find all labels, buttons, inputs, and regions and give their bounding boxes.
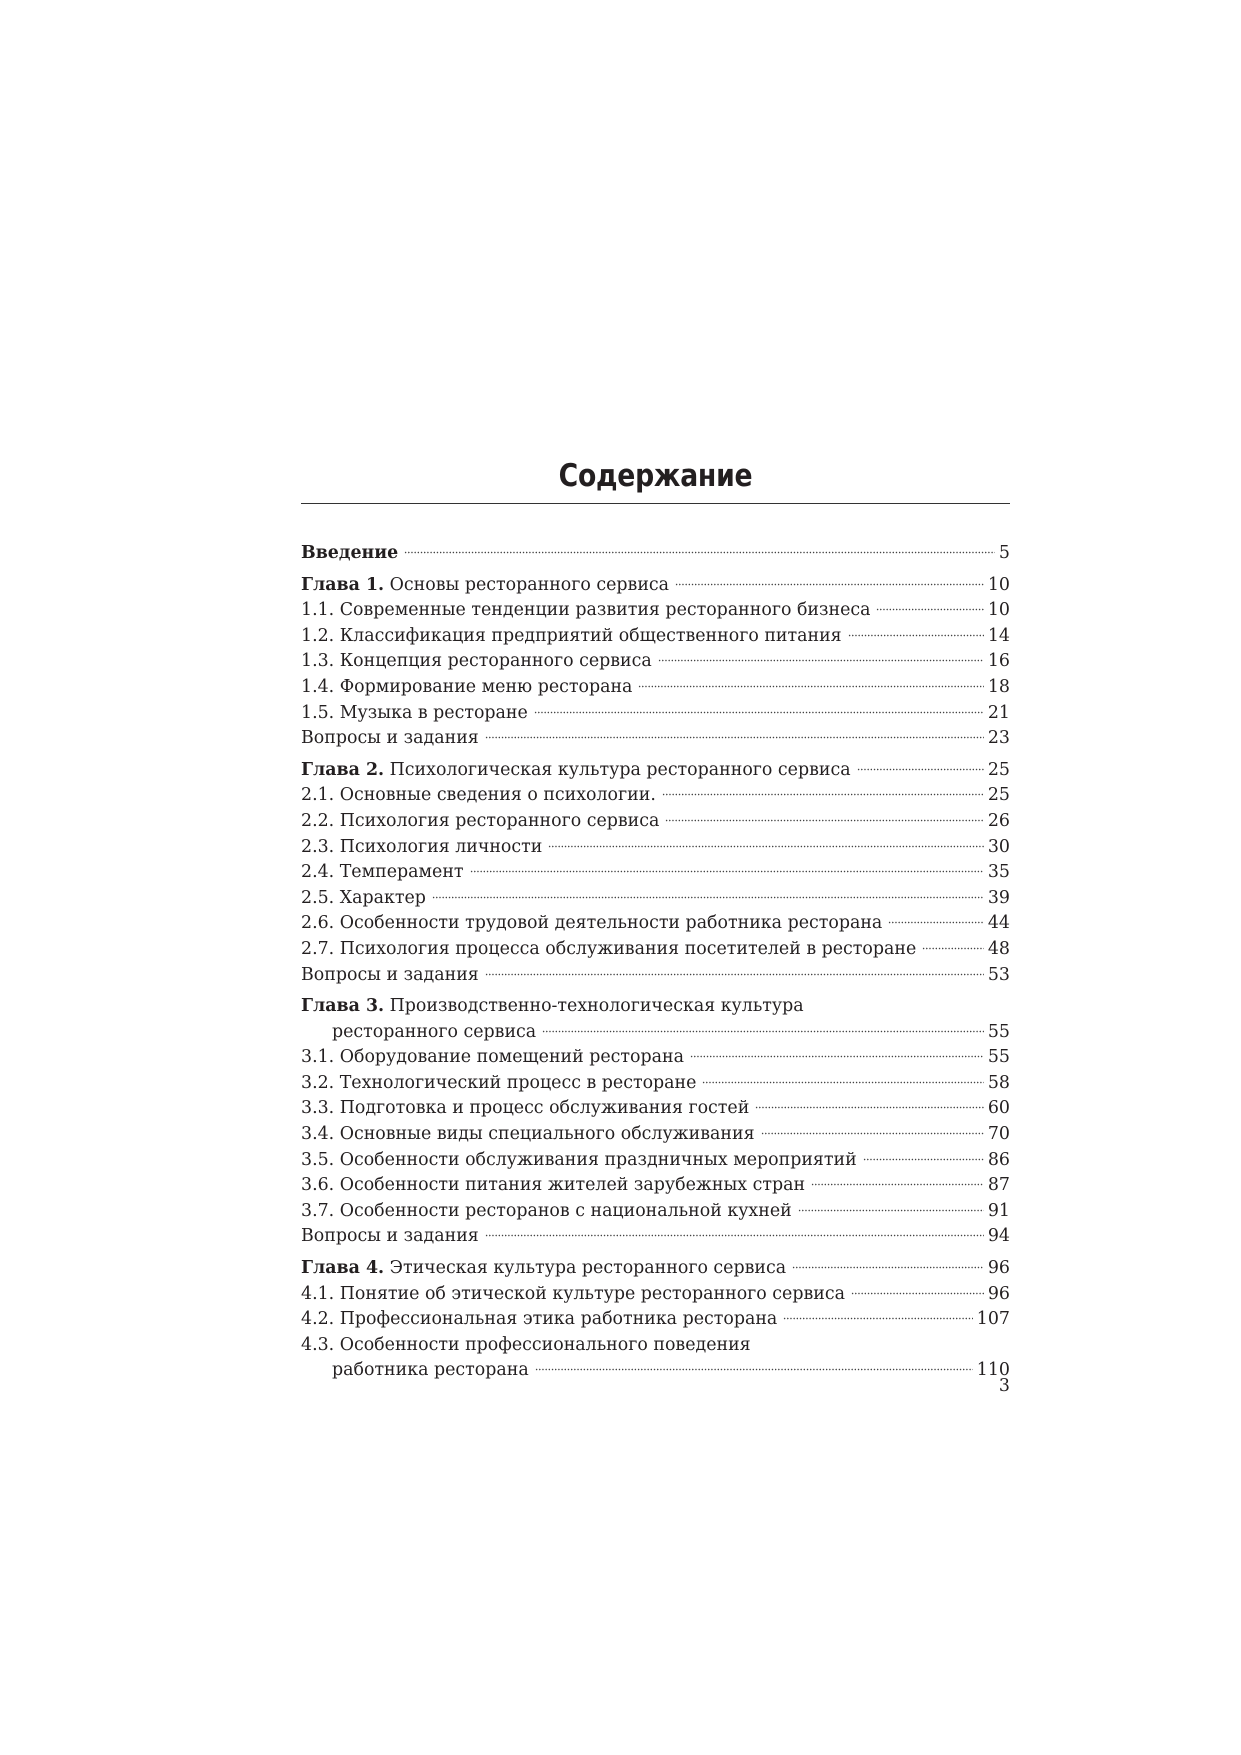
toc-entry-label xyxy=(301,1148,857,1174)
toc-entry-label xyxy=(301,541,398,567)
toc-entry-text: 1.5. Музыка в ресторане xyxy=(301,702,528,723)
dot-leader xyxy=(470,870,984,876)
toc-entry xyxy=(301,886,1010,912)
dot-leader xyxy=(783,1317,972,1323)
toc-entry-text: 4.3. Особенности профессионального поведения xyxy=(301,1334,751,1355)
toc-entry xyxy=(301,1282,1010,1308)
toc-entry-label xyxy=(301,911,882,937)
toc-entry-page: 60 xyxy=(987,1098,1010,1119)
toc-entry xyxy=(301,963,1010,989)
toc-entry-text: 3.6. Особенности питания жителей зарубежных стран xyxy=(301,1175,806,1196)
dot-leader xyxy=(662,793,984,799)
toc-entry-chapter: Глава 3. xyxy=(301,996,385,1017)
toc-entry-chapter: Глава 4. xyxy=(301,1258,385,1279)
toc-entry-page: 44 xyxy=(987,913,1010,934)
toc-entry-chapter: Введение xyxy=(301,543,399,563)
toc-entry-text: ресторанного сервиса xyxy=(332,1021,537,1042)
dot-leader xyxy=(542,1030,984,1036)
toc-entry-page: 16 xyxy=(987,651,1010,672)
toc-entry-text: Основы ресторанного сервиса xyxy=(384,574,670,595)
toc-entry-label xyxy=(301,963,479,989)
toc-entry-text: 2.2. Психология ресторанного сервиса xyxy=(301,810,660,831)
toc-entry-text: 2.6. Особенности трудовой деятельности работника ресторана xyxy=(301,913,883,934)
toc-entry-page: 96 xyxy=(987,1283,1010,1304)
toc-entry xyxy=(301,835,1010,861)
toc-entry-label xyxy=(301,675,632,701)
toc-entry-label xyxy=(301,1045,684,1071)
toc-entry-label xyxy=(301,1256,786,1282)
dot-leader xyxy=(848,634,984,640)
toc-entry-page: 94 xyxy=(987,1226,1010,1247)
dot-leader xyxy=(675,583,984,589)
toc-entry-label xyxy=(301,1282,845,1308)
dot-leader xyxy=(404,551,995,557)
toc-entry-label xyxy=(301,809,659,835)
toc-entry xyxy=(301,541,1010,567)
toc-entry-page: 48 xyxy=(987,938,1010,959)
dot-leader xyxy=(811,1183,984,1189)
dot-leader xyxy=(658,659,984,665)
toc-entry-label xyxy=(301,624,842,650)
toc-entry-text: 3.1. Оборудование помещений ресторана xyxy=(301,1047,684,1068)
toc-entry-page: 39 xyxy=(987,887,1010,908)
toc-entry-label xyxy=(301,1122,755,1148)
dot-leader xyxy=(548,845,984,851)
toc-entry-page: 25 xyxy=(987,759,1010,780)
toc-entry xyxy=(301,624,1010,650)
dot-leader xyxy=(638,685,983,691)
toc-entry-text: 2.1. Основные сведения о психологии. xyxy=(301,785,656,806)
toc-entry xyxy=(301,1333,1010,1359)
dot-leader xyxy=(922,947,984,953)
toc-entry xyxy=(301,1224,1010,1250)
toc-entry-chapter: Глава 2. xyxy=(301,759,385,780)
toc-entry-text: 2.7. Психология процесса обслуживания посетителей в ресторане xyxy=(301,938,917,959)
toc-entry xyxy=(301,1307,1010,1333)
toc-entry-text: 2.5. Характер xyxy=(301,887,426,908)
toc-entry-text: работника ресторана xyxy=(332,1360,529,1381)
toc-entry xyxy=(301,573,1010,599)
toc-entry-text: 4.2. Профессиональная этика работника ресторана xyxy=(301,1309,778,1330)
toc-entry-page: 70 xyxy=(987,1124,1010,1145)
toc-entry xyxy=(301,1071,1010,1097)
toc-entry-page: 10 xyxy=(987,574,1010,595)
toc-entry xyxy=(301,1122,1010,1148)
toc-entry-page: 107 xyxy=(976,1309,1010,1330)
toc-entry-page: 86 xyxy=(987,1149,1010,1170)
toc-entry-label xyxy=(301,835,542,861)
toc-entry-text: Психологическая культура ресторанного сервиса xyxy=(384,759,851,780)
dot-leader xyxy=(888,921,984,927)
dot-leader xyxy=(792,1266,984,1272)
dot-leader xyxy=(665,819,983,825)
dot-leader xyxy=(485,736,984,742)
toc-entry-label xyxy=(301,994,804,1020)
toc-entry-page: 14 xyxy=(987,625,1010,646)
toc-entry xyxy=(301,1199,1010,1225)
toc-entry xyxy=(301,649,1010,675)
toc-list xyxy=(301,541,1010,1384)
toc-entry-page: 58 xyxy=(987,1072,1010,1093)
toc-entry-page: 23 xyxy=(987,728,1010,749)
toc-entry-label xyxy=(301,783,656,809)
toc-entry-label xyxy=(301,860,464,886)
toc-entry-page: 53 xyxy=(987,964,1010,985)
toc-entry xyxy=(301,1045,1010,1071)
toc-entry-text: 1.4. Формирование меню ресторана xyxy=(301,676,633,697)
toc-entry-page: 5 xyxy=(998,543,1010,563)
toc-entry-label xyxy=(301,937,916,963)
dot-leader xyxy=(702,1081,983,1087)
toc-entry-label xyxy=(301,649,652,675)
dot-leader xyxy=(485,973,984,979)
toc-entry xyxy=(301,1358,1010,1384)
toc-entry-text: 2.4. Темперамент xyxy=(301,862,464,883)
toc-entry-label xyxy=(301,1096,749,1122)
toc-entry-page: 26 xyxy=(987,810,1010,831)
toc-entry xyxy=(301,1020,1010,1046)
toc-entry xyxy=(301,911,1010,937)
toc-entry-page: 30 xyxy=(987,836,1010,857)
toc-entry-label xyxy=(301,758,851,784)
toc-entry-label xyxy=(332,1020,536,1046)
dot-leader xyxy=(851,1292,984,1298)
dot-leader xyxy=(876,608,983,614)
toc-entry xyxy=(301,598,1010,624)
toc-entry-text: 1.1. Современные тенденции развития ресторанного бизнеса xyxy=(301,600,871,621)
toc-entry-label xyxy=(301,598,870,624)
toc-entry xyxy=(301,1148,1010,1174)
toc-entry-text: 3.4. Основные виды специального обслуживания xyxy=(301,1124,755,1145)
toc-entry-text: 4.1. Понятие об этической культуре ресторанного сервиса xyxy=(301,1283,845,1304)
dot-leader xyxy=(485,1234,984,1240)
toc-entry-text: Этическая культура ресторанного сервиса xyxy=(384,1258,787,1279)
dot-leader xyxy=(857,768,984,774)
toc-entry xyxy=(301,809,1010,835)
dot-leader xyxy=(798,1209,984,1215)
toc-entry-label xyxy=(301,1071,696,1097)
table-of-contents xyxy=(301,455,1010,1384)
toc-entry xyxy=(301,675,1010,701)
toc-entry xyxy=(301,1096,1010,1122)
toc-entry xyxy=(301,726,1010,752)
toc-entry-label xyxy=(301,726,479,752)
toc-entry-text: Производственно-технологическая культура xyxy=(384,996,804,1017)
dot-leader xyxy=(755,1106,984,1112)
dot-leader xyxy=(761,1132,984,1138)
toc-entry xyxy=(301,937,1010,963)
toc-entry-page: 91 xyxy=(987,1200,1010,1221)
toc-entry xyxy=(301,994,1010,1020)
toc-entry-label xyxy=(301,1173,805,1199)
toc-entry-label xyxy=(301,1307,777,1333)
toc-entry-page: 96 xyxy=(987,1258,1010,1279)
toc-entry-page: 25 xyxy=(987,785,1010,806)
toc-entry-label xyxy=(301,701,528,727)
toc-entry xyxy=(301,758,1010,784)
toc-entry-text: Вопросы и задания xyxy=(301,1226,479,1247)
toc-entry-page: 55 xyxy=(987,1021,1010,1042)
toc-entry-text: 1.3. Концепция ресторанного сервиса xyxy=(301,651,652,672)
dot-leader xyxy=(535,1368,973,1374)
page-number: 3 xyxy=(998,1376,1010,1396)
title-divider xyxy=(301,503,1010,504)
toc-entry-label xyxy=(301,1333,751,1359)
toc-entry-label xyxy=(301,886,426,912)
toc-entry-page: 10 xyxy=(987,600,1010,621)
toc-entry-page: 110 xyxy=(976,1360,1010,1381)
dot-leader xyxy=(432,896,984,902)
toc-entry-label xyxy=(301,573,669,599)
toc-entry-text: 1.2. Классификация предприятий общественного питания xyxy=(301,625,842,646)
dot-leader xyxy=(690,1055,984,1061)
toc-entry-page: 87 xyxy=(987,1175,1010,1196)
toc-entry-text: 3.5. Особенности обслуживания праздничных мероприятий xyxy=(301,1149,857,1170)
toc-entry-text: 3.7. Особенности ресторанов с национальной кухней xyxy=(301,1200,792,1221)
toc-entry-label xyxy=(332,1358,529,1384)
toc-entry-label xyxy=(301,1199,792,1225)
toc-entry-label xyxy=(301,1224,479,1250)
toc-entry xyxy=(301,1173,1010,1199)
toc-entry-page: 21 xyxy=(987,702,1010,723)
toc-entry xyxy=(301,860,1010,886)
dot-leader xyxy=(863,1158,984,1164)
toc-entry xyxy=(301,701,1010,727)
toc-entry xyxy=(301,1256,1010,1282)
dot-leader xyxy=(534,711,984,717)
toc-entry-page: 55 xyxy=(987,1047,1010,1068)
toc-entry xyxy=(301,783,1010,809)
toc-entry-text: Вопросы и задания xyxy=(301,964,479,985)
page-title: Содержание xyxy=(558,458,753,494)
toc-entry-text: 3.3. Подготовка и процесс обслуживания гостей xyxy=(301,1098,750,1119)
toc-entry-chapter: Глава 1. xyxy=(301,574,385,595)
toc-entry-page: 18 xyxy=(987,676,1010,697)
toc-entry-text: Вопросы и задания xyxy=(301,728,479,749)
toc-entry-text: 2.3. Психология личности xyxy=(301,836,543,857)
toc-entry-text: 3.2. Технологический процесс в ресторане xyxy=(301,1072,697,1093)
toc-entry-page: 35 xyxy=(987,862,1010,883)
